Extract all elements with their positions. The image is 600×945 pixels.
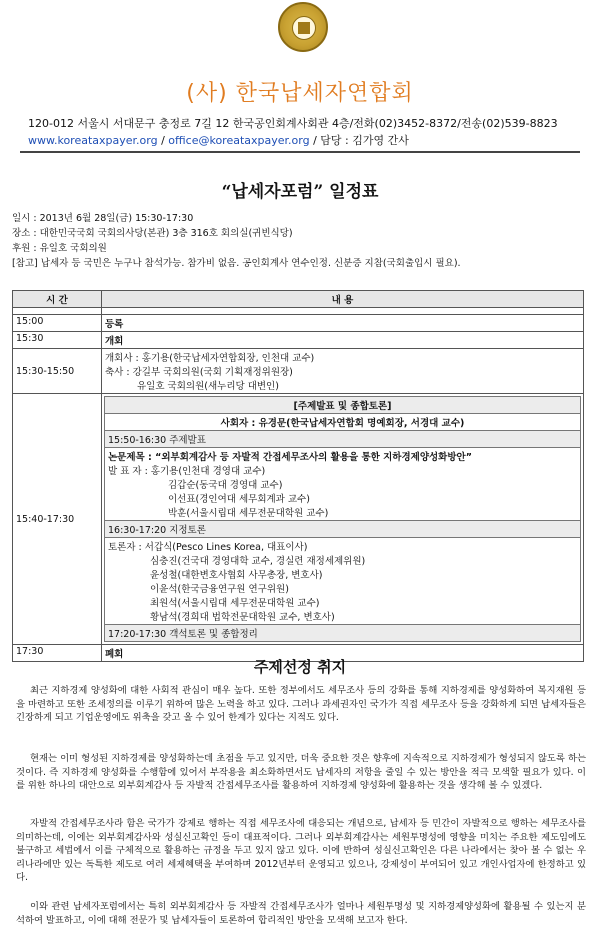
contact-person: / 담당 : 김가영 간사 [313, 134, 409, 147]
row-content [102, 349, 584, 394]
row-content: 등록 [102, 315, 584, 332]
panel-block [105, 538, 581, 625]
presenter: 이선표(경인여대 세무회계과 교수) [168, 494, 310, 505]
moderator: 사회자 : 유경문(한국납세자연합회 명예회장, 서경대 교수) [105, 414, 581, 431]
address-line: 120-012 서울시 서대문구 충정로 7길 12 한국공인회계사회관 4층/전화(02)3452-8372/전송(02)539-8823 [28, 117, 558, 130]
page-title: “납세자포럼” 일정표 [221, 182, 379, 202]
organization-name: (사) 한국납세자연합회 [186, 81, 414, 106]
panelist: 이윤석(한국금융연구원 연구위원) [150, 584, 289, 595]
table-row [13, 394, 584, 645]
forum-block [102, 394, 584, 645]
purpose-paragraph: 이와 관련 납세자포럼에서는 특히 외부회계감사 등 자발적 간접세무조사가 얼마나 세원투명성 및 지하경제양성화에 활용될 수 있는지 분석하여 발표하고, 이에 대해 전문가 및 납세자들이 토론하여 합리적인 방안을 모색해 보고자 한다. [16, 901, 586, 926]
association-seal-logo [278, 2, 328, 52]
row-time: 15:30-15:50 [13, 349, 102, 394]
website-link[interactable]: www.koreataxpayer.org [28, 134, 158, 147]
email-link[interactable]: office@koreataxpayer.org [168, 134, 310, 147]
purpose-heading: 주제선정 취지 [253, 658, 347, 676]
row-time: 15:30 [13, 332, 102, 349]
header-divider [20, 151, 580, 153]
row-time: 17:30 [13, 645, 102, 662]
segment-presentation: 15:50-16:30 주제발표 [105, 431, 581, 448]
purpose-paragraph: 최근 지하경제 양성화에 대한 사회적 관심이 매우 높다. 또한 정부에서도 세무조사 등의 강화를 통해 지하경제를 양성화하여 복지재원 등을 마련하고 또한 조세정의를 이루기 위하여 많은 노력을 하고 있다. 그러나 과세권자인 국가가 직접 세무조사 등을 강화하게 되면 납세자들은 긴장하게 되고 기업운영에도 위축을 갖고 올 수 있어 한계가 있다는 지적도 있다. [16, 685, 586, 723]
info-venue: 장소 : 대한민국국회 국회의사당(본관) 3층 316호 회의실(귀빈식당) [12, 228, 293, 239]
row-content: 개회 [102, 332, 584, 349]
panelist: 최원석(서울시립대 세무전문대학원 교수) [150, 598, 320, 609]
forum-subtable [104, 396, 581, 642]
presentation-block [105, 448, 581, 521]
column-header-time: 시 간 [13, 291, 102, 308]
purpose-paragraph: 현재는 이미 형성된 지하경제를 양성화하는데 초점을 두고 있지만, 더욱 중요한 것은 향후에 지속적으로 지하경제가 형성되지 않도록 하는 것이다. 즉 지하경제 양성화를 수행함에 있어서 부작용을 최소화하면서도 납세자의 저항을 줄일 수 있는 방안을 적극 모색할 필요가 있다. 이를 위한 하나의 대안으로 외부회계감사 등 자발적 간접세무조사를 활용하여 지하경제 양성화에 활용하는 것을 생각해 볼 수 있겠다. [16, 753, 586, 791]
info-date: 일시 : 2013년 6월 28일(금) 15:30-17:30 [12, 213, 194, 224]
seal-inner-circle [292, 16, 316, 40]
paper-title: 논문제목 : “외부회계감사 등 자발적 간접세무조사의 활용을 통한 지하경제양성화방안” [108, 452, 472, 463]
panelist: 윤성철(대한변호사협회 사무총장, 변호사) [150, 570, 323, 581]
schedule-table [12, 290, 584, 662]
congratulatory-speech-2: 유일호 국회의원(새누리당 대변인) [137, 381, 279, 392]
contact-line: www.koreataxpayer.org / office@koreataxpayer.org / 담당 : 김가영 간사 [28, 134, 409, 147]
seal-square [298, 22, 310, 34]
column-header-content: 내 용 [102, 291, 584, 308]
info-sponsor: 후원 : 유일호 국회의원 [12, 243, 107, 254]
row-time: 15:40-17:30 [13, 394, 102, 645]
congratulatory-speech: 축사 : 강길부 국회의원(국회 기획재정위원장) [105, 367, 293, 378]
segment-discussion: 16:30-17:20 지정토론 [105, 521, 581, 538]
table-row [13, 315, 584, 332]
panelist: 토론자 : 서갑식(Pesco Lines Korea, 대표이사) [108, 542, 308, 553]
segment-open-discussion: 17:20-17:30 객석토론 및 종합정리 [105, 625, 581, 642]
table-row [13, 349, 584, 394]
info-note: [참고] 납세자 등 국민은 누구나 참석가능. 참가비 없음. 공인회계사 연수인정. 신분증 지참(국회출입시 필요). [12, 258, 461, 269]
presenter: 박훈(서울시립대 세무전문대학원 교수) [168, 508, 329, 519]
row-time: 15:00 [13, 315, 102, 332]
panelist: 황남석(경희대 법학전문대학원 교수, 변호사) [150, 612, 335, 623]
row-content: 폐회 [102, 645, 584, 662]
forum-header: [주제발표 및 종합토론] [105, 397, 581, 414]
table-row [13, 332, 584, 349]
presenter: 김갑순(동국대 경영대 교수) [168, 480, 283, 491]
purpose-paragraph: 자발적 간접세무조사라 함은 국가가 강제로 행하는 직접 세무조사에 대응되는 개념으로, 납세자 등 민간이 자발적으로 행하는 세무조사를 의미하는데, 이에는 외부회계감사와 성실신고확인 등이 대표적이다. 그러나 외부회계감사는 세원투명성에 영향을 미치는 주요한 제도임에도 불구하고 세법에서 이를 구체적으로 활용하는 규정을 두고 있지 않고 있다. 이에 반하여 성실신고확인은 다른 나라에서는 찾아 볼 수 없는 우리나라에만 있는 독특한 제도로 여러 세제혜택을 부여하며 2012년부터 운영되고 있으나, 강제성이 부여되어 있고 개인사업자에 한정하고 있다. [16, 818, 586, 883]
opening-speech: 개회사 : 홍기용(한국납세자연합회장, 인천대 교수) [105, 353, 315, 364]
presenter: 발 표 자 : 홍기용(인천대 경영대 교수) [108, 466, 266, 477]
panelist: 심충진(건국대 경영대학 교수, 경실련 재정세제위원) [150, 556, 366, 567]
